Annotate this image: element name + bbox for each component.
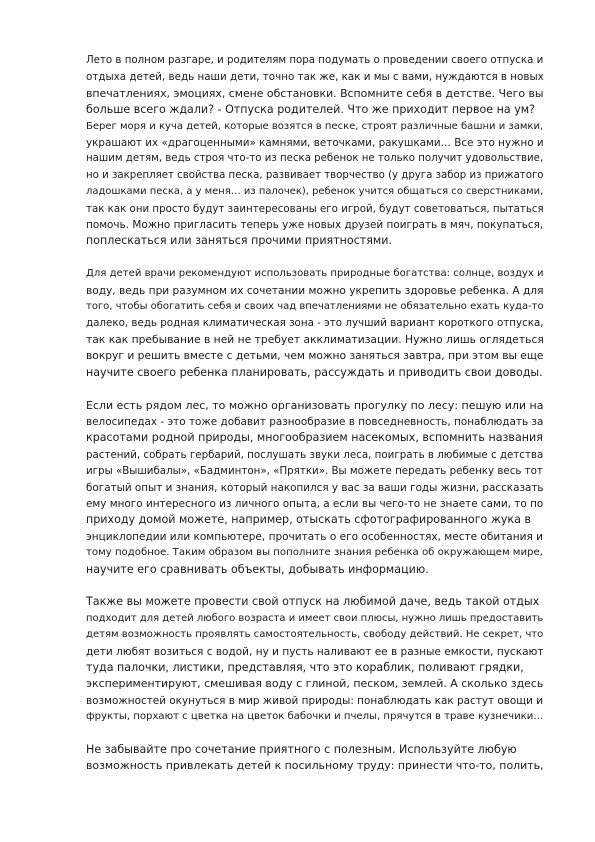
text-line: дети любят возиться с водой, ну и пусть наливают ее в разные емкости, пускают bbox=[86, 645, 544, 658]
text-line: отдыха детей, ведь наши дети, точно так же, как и мы с вами, нуждаются в новых bbox=[86, 71, 544, 84]
text-line: фрукты, порхают с цветка на цветок бабочки и пчелы, прячутся в траве кузнечики… bbox=[86, 711, 544, 723]
text-line: вокруг и решить вместе с детьми, чем можно заняться завтра, при этом вы еще bbox=[86, 349, 544, 363]
text-line: туда палочки, листики, представляя, что это кораблик, поливают грядки, bbox=[86, 660, 524, 674]
text-line: больше всего ждали? - Отпуска родителей. Что же приходит первое на ум? bbox=[86, 103, 536, 117]
text-line: помочь. Можно пригласить теперь уже новых друзей поиграть в мяч, покупаться, bbox=[86, 219, 544, 232]
text-line: украшают их «драгоценными» камнями, веточками, ракушками… Все это нужно и bbox=[86, 137, 544, 150]
text-line: детям возможность проявлять самостоятельность, свободу действий. Не секрет, что bbox=[86, 629, 544, 641]
text-line: научите своего ребенка планировать, рассуждать и приводить свои доводы. bbox=[86, 365, 543, 379]
text-line: впечатлениях, эмоциях, смене обстановки. Вспомните себя в детстве. Чего вы bbox=[86, 86, 544, 100]
text-line: экспериментируют, смешивая воду с глиной, песком, землей. А сколько здесь bbox=[86, 677, 544, 691]
text-line: подходит для детей любого возраста и имеет свои плюсы, нужно лишь предоставить bbox=[86, 612, 544, 624]
text-line: красотами родной природы, многообразием насекомых, вспомнить названия bbox=[86, 431, 543, 445]
text-line: Также вы можете провести свой отпуск на любимой даче, ведь такой отдых bbox=[86, 595, 540, 609]
paragraph-4 bbox=[86, 594, 546, 725]
text-line: так как они просто будут заинтересованы его игрой, будут советоваться, пытаться bbox=[86, 202, 544, 215]
text-line: возможностей окунуться в мир живой природы: понаблюдать как растут овощи и bbox=[86, 694, 544, 707]
text-line: далеко, ведь родная климатическая зона - это лучший вариант короткого отпуска, bbox=[86, 317, 544, 330]
text-line: Лето в полном разгаре, и родителям пора подумать о проведении своего отпуска и bbox=[86, 55, 544, 66]
text-line: велосипедах - это тоже добавит разнообразие в повседневность, понаблюдать за bbox=[86, 415, 544, 428]
paragraph-5 bbox=[86, 742, 546, 775]
text-line: растений, собрать гербарий, послушать звуки леса, поиграть в любимые с детства bbox=[86, 448, 544, 461]
text-line: того, чтобы обогатить себя и своих чад впечатлениями не обязательно ехать куда-то bbox=[86, 301, 544, 313]
text-line: ему много интересного из личного опыта, а если вы чего-то не знаете сами, то по bbox=[86, 497, 544, 510]
text-line: ладошками песка, а у меня… из палочек), ребенок учится общаться со сверстниками, bbox=[86, 186, 544, 198]
text-line: нашим детям, ведь строя что-то из песка ребенок не только получит удовольствие, bbox=[86, 153, 544, 165]
text-line: Если есть рядом лес, то можно организовать прогулку по лесу: пешую или на bbox=[86, 398, 544, 412]
text-line: Не забывайте про сочетание приятного с полезным. Используйте любую bbox=[86, 743, 517, 756]
paragraph-2 bbox=[86, 266, 546, 381]
text-line: игры «Вышибалы», «Бадминтон», «Прятки». Вы можете передать ребенку весь тот bbox=[86, 465, 543, 478]
text-line: тому подобное. Таким образом вы пополните знания ребенка об окружающем мире, bbox=[86, 547, 543, 559]
text-line: так как пребывание в ней не требует акклиматизации. Нужно лишь оглядеться bbox=[86, 332, 544, 346]
text-line: Для детей врачи рекомендуют использовать природные богатства: солнце, воздух и bbox=[86, 268, 544, 280]
text-line: энциклопедии или компьютере, прочитать о его особенностях, месте обитания и bbox=[86, 530, 543, 543]
text-line: научите его сравнивать объекты, добывать информацию. bbox=[86, 562, 429, 576]
text-line: воду, ведь при разумном их сочетании можно укрепить здоровье ребенка. А для bbox=[86, 284, 544, 297]
text-line: возможность привлекать детей к посильному труду: принести что-то, полить, bbox=[86, 759, 544, 773]
document-body bbox=[86, 53, 546, 791]
text-line: Берег моря и куча детей, которые возятся в песке, строят различные башни и замки, bbox=[86, 120, 544, 132]
paragraph-3 bbox=[86, 398, 546, 578]
text-line: богатый опыт и знания, который накопился у вас за ваши годы жизни, рассказать bbox=[86, 481, 544, 494]
paragraph-1 bbox=[86, 53, 546, 250]
text-line: поплескаться или заняться прочими приятностями. bbox=[86, 234, 393, 248]
text-line: но и закрепляет свойства песка, развивает творчество (у друга забор из прижатого bbox=[86, 169, 544, 181]
text-line: приходу домой можете, например, отыскать сфотографированного жука в bbox=[86, 513, 531, 527]
